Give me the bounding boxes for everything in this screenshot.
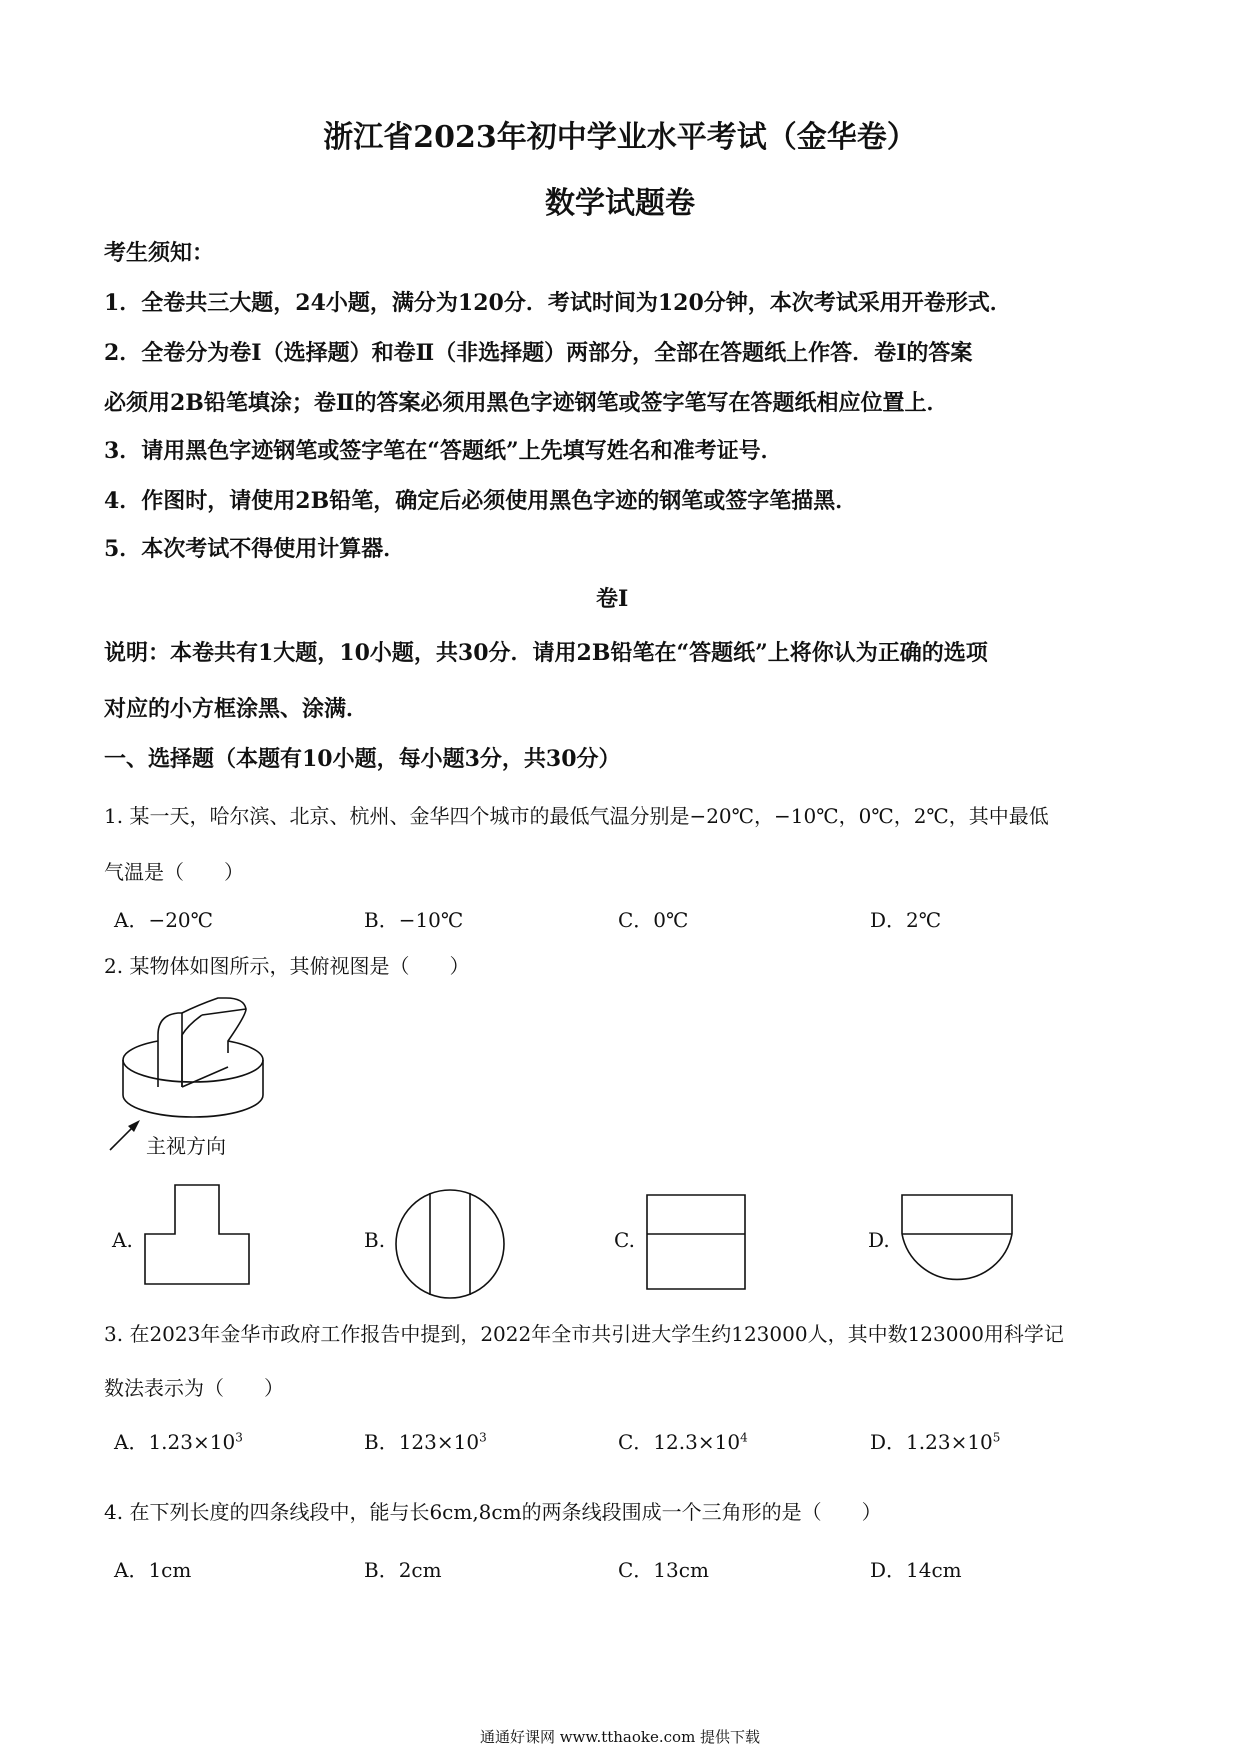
explanation-line-2: 对应的小方框涂黑、涂满． <box>104 696 369 722</box>
q2-stem: 2. 某物体如图所示，其俯视图是（ ） <box>104 954 470 978</box>
q4-option-c: C．13cm <box>618 1558 709 1582</box>
q3-option-d <box>870 1426 1000 1455</box>
q3-option-a-exponent: 3 <box>235 1430 243 1445</box>
q3-option-c <box>618 1426 748 1455</box>
q2-option-c-label: C. <box>614 1228 635 1252</box>
q2-option-d-figure <box>900 1194 1014 1294</box>
q3-option-d-label: D． <box>870 1430 907 1454</box>
q3-option-a-label: A． <box>114 1430 149 1454</box>
q1-option-a: A．−20℃ <box>114 908 214 932</box>
q3-option-b <box>364 1426 487 1455</box>
q3-option-d-exponent: 5 <box>992 1430 1001 1445</box>
q1-option-b: B．−10℃ <box>364 908 464 932</box>
q2-option-d-label: D. <box>868 1228 890 1252</box>
q3-option-d-base: 1.23×10 <box>906 1430 993 1454</box>
notice-item-1: 1．全卷共三大题，24小题，满分为120分．考试时间为120分钟，本次考试采用开卷形式． <box>104 290 1012 316</box>
notice-item-2-line-2: 必须用2B铅笔填涂；卷Ⅱ的答案必须用黑色字迹钢笔或签字笔写在答题纸相应位置上． <box>104 390 949 416</box>
q1-option-d: D．2℃ <box>870 908 942 932</box>
q4-option-b: B．2cm <box>364 1558 442 1582</box>
notice-item-5: 5．本次考试不得使用计算器． <box>104 536 406 562</box>
q2-option-b-label: B. <box>364 1228 386 1252</box>
q3-stem-line-1: 3. 在2023年金华市政府工作报告中提到，2022年全市共引进大学生约123000人，其中数123000用科学记 <box>104 1322 1064 1346</box>
section-heading: 一、选择题（本题有10小题，每小题3分，共30分） <box>104 746 621 772</box>
q4-option-d: D．14cm <box>870 1558 962 1582</box>
q2-figure-caption: 主视方向 <box>146 1134 226 1158</box>
q3-option-b-base: 123×10 <box>398 1430 480 1454</box>
notice-item-3: 3．请用黑色字迹钢笔或签字笔在“答题纸”上先填写姓名和准考证号． <box>104 438 783 464</box>
page-footer: 通通好课网 www.tthaoke.com 提供下载 <box>479 1728 761 1746</box>
exam-title: 浙江省2023年初中学业水平考试（金华卷） <box>323 120 917 155</box>
q3-option-a <box>114 1426 243 1455</box>
q3-stem-line-2: 数法表示为（ ） <box>104 1376 284 1400</box>
q2-option-a-label: A. <box>112 1228 133 1252</box>
q3-option-a-base: 1.23×10 <box>148 1430 236 1454</box>
q4-option-a: A．1cm <box>114 1558 192 1582</box>
view-direction-arrow-icon <box>108 1118 142 1152</box>
q1-option-c: C．0℃ <box>618 908 689 932</box>
explanation-line-1: 说明：本卷共有1大题，10小题，共30分．请用2B铅笔在“答题纸”上将你认为正确的选项 <box>104 640 988 666</box>
q3-option-b-exponent: 3 <box>479 1430 487 1445</box>
q3-option-c-exponent: 4 <box>740 1430 748 1445</box>
q2-option-a-figure <box>142 1184 252 1286</box>
q2-option-c-figure <box>646 1194 746 1290</box>
notice-item-4: 4．作图时，请使用2B铅笔，确定后必须使用黑色字迹的钢笔或签字笔描黑． <box>104 488 858 514</box>
notice-item-2-line-1: 2．全卷分为卷Ⅰ（选择题）和卷Ⅱ（非选择题）两部分，全部在答题纸上作答．卷Ⅰ的答案 <box>104 340 973 366</box>
q3-option-c-base: 12.3×10 <box>653 1430 741 1454</box>
exam-subtitle: 数学试题卷 <box>545 186 695 221</box>
q2-option-b-figure <box>394 1188 506 1300</box>
q3-option-b-label: B． <box>364 1430 399 1454</box>
q4-stem: 4. 在下列长度的四条线段中，能与长6cm,8cm的两条线段围成一个三角形的是（ ） <box>104 1500 882 1524</box>
volume-heading: 卷Ⅰ <box>596 586 629 612</box>
q1-stem-line-2: 气温是（ ） <box>104 860 244 884</box>
notice-heading: 考生须知： <box>104 240 215 266</box>
q3-option-c-label: C． <box>618 1430 654 1454</box>
q1-stem-line-1: 1. 某一天，哈尔滨、北京、杭州、金华四个城市的最低气温分别是−20℃，−10℃，0℃，2℃，其中最低 <box>104 804 1049 828</box>
